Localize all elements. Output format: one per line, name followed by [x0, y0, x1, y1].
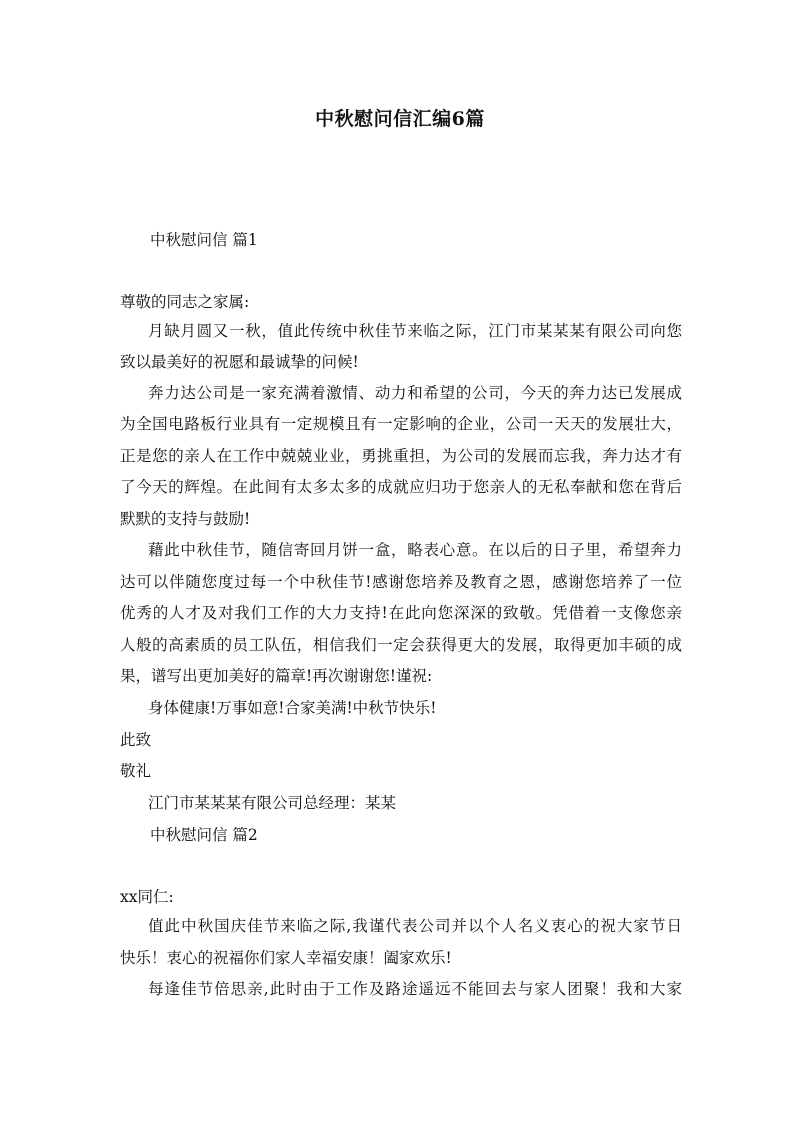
paragraph-line: 果，谱写出更加美好的篇章!再次谢谢您!谨祝:: [120, 667, 433, 685]
paragraph-line: 默默的支持与鼓励!: [120, 510, 251, 528]
paragraph-line: 了今天的辉煌。在此间有太多太多的成就应归功于您亲人的无私奉献和您在背后: [120, 478, 682, 496]
document-title: 中秋慰问信汇编6篇: [315, 108, 485, 130]
paragraph-line: 快乐！衷心的祝福你们家人幸福安康！阖家欢乐!: [120, 949, 452, 967]
wishes-line: 身体健康!万事如意!合家美满!中秋节快乐!: [148, 699, 437, 717]
paragraph-line: 优秀的人才及对我们工作的大力支持!在此向您深深的致敬。凭借着一支像您亲: [120, 604, 682, 622]
paragraph-line: 藉此中秋佳节，随信寄回月饼一盒，略表心意。在以后的日子里，希望奔力: [148, 541, 682, 559]
salutation-2: xx同仁:: [120, 888, 174, 906]
paragraph-line: 为全国电路板行业具有一定规模且有一定影响的企业，公司一天天的发展壮大，: [120, 415, 682, 433]
closing-line-1: 此致: [120, 731, 152, 749]
paragraph-line: 值此中秋国庆佳节来临之际,我谨代表公司并以个人名义衷心的祝大家节日: [148, 917, 682, 935]
paragraph-line: 每逢佳节倍思亲,此时由于工作及路途遥远不能回去与家人团聚！我和大家: [148, 980, 682, 998]
paragraph-line: 达可以伴随您度过每一个中秋佳节!感谢您培养及教育之恩，感谢您培养了一位: [120, 573, 682, 591]
salutation-1: 尊敬的同志之家属:: [120, 293, 250, 311]
closing-line-2: 敬礼: [120, 762, 152, 780]
section-heading-2: 中秋慰问信 篇2: [150, 826, 258, 844]
section-heading-1: 中秋慰问信 篇1: [150, 231, 258, 249]
paragraph-line: 人般的高素质的员工队伍，相信我们一定会获得更大的发展，取得更加丰硕的成: [120, 636, 682, 654]
paragraph-line: 奔力达公司是一家充满着激情、动力和希望的公司，今天的奔力达已发展成: [148, 384, 682, 402]
signature-line: 江门市某某某有限公司总经理：某某: [148, 794, 397, 812]
paragraph-line: 月缺月圆又一秋，值此传统中秋佳节来临之际，江门市某某某有限公司向您: [148, 322, 682, 340]
paragraph-line: 正是您的亲人在工作中兢兢业业，勇挑重担，为公司的发展而忘我，奔力达才有: [120, 447, 682, 465]
paragraph-line: 致以最美好的祝愿和最诚挚的问候!: [120, 353, 359, 371]
